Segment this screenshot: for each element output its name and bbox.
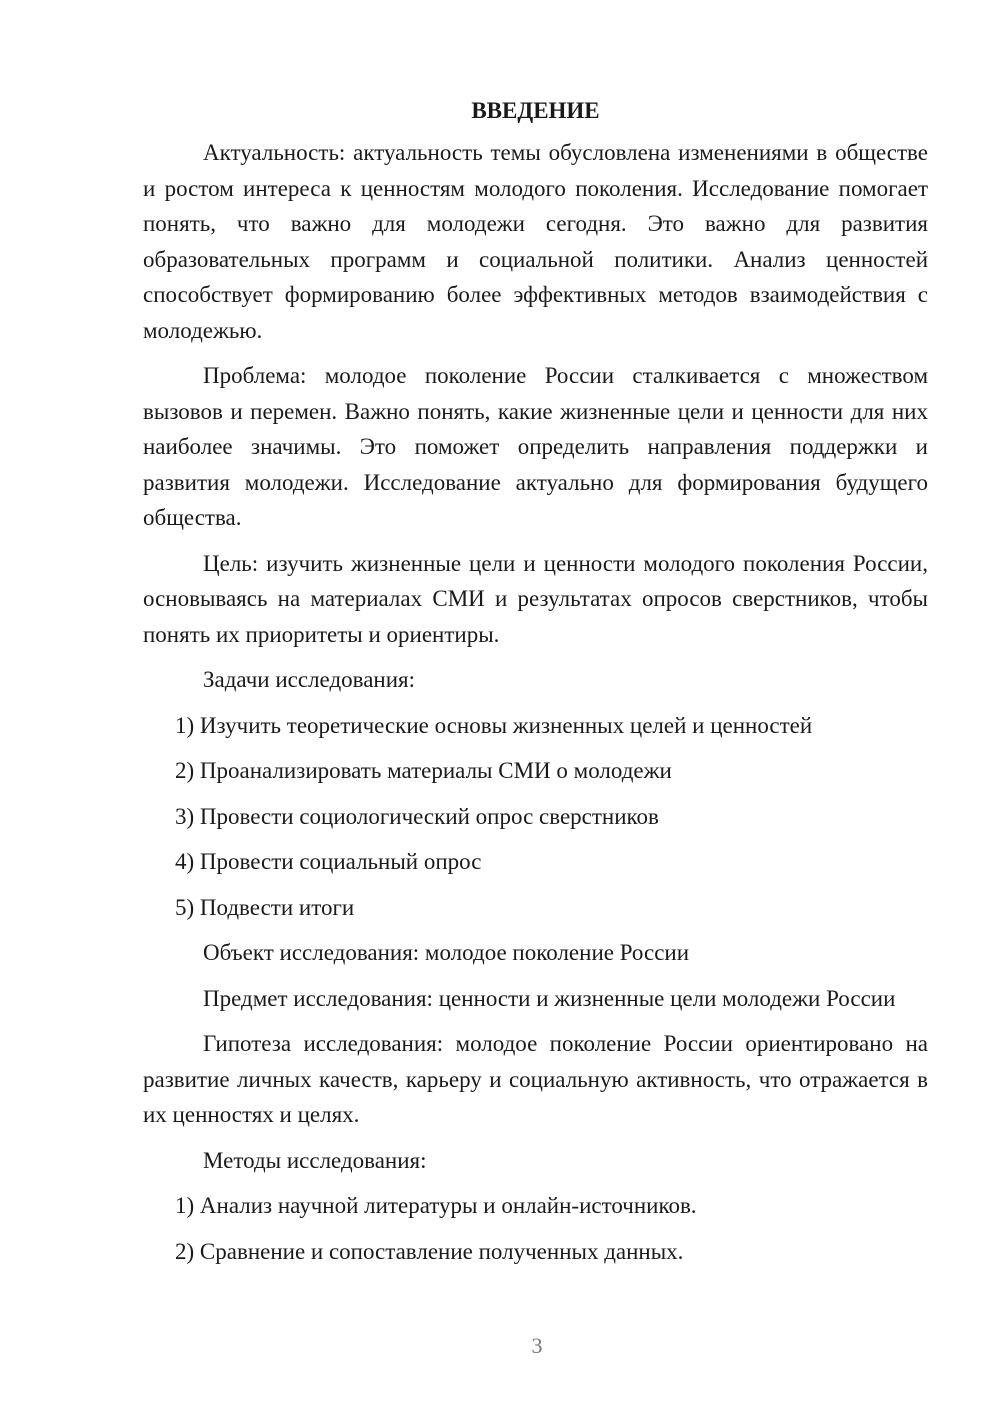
task-item: 4) Провести социальный опрос <box>175 849 482 874</box>
relevance-paragraph: Актуальность: актуальность темы обусловлена изменениями в обществе и ростом интереса к ценностям молодого поколения. Исследование помогает понять, что важно для молодежи сегодня. Это важно для развития образовательных программ и социальной политики. Анализ ценностей способствует формированию более эффективных методов взаимодействия с молодежью. <box>143 140 928 343</box>
goal-paragraph: Цель: изучить жизненные цели и ценности молодого поколения России, основываясь на материалах СМИ и результатах опросов сверстников, чтобы понять их приоритеты и ориентиры. <box>143 550 928 647</box>
object-paragraph: Объект исследования: молодое поколение России <box>203 940 690 965</box>
method-item: 1) Анализ научной литературы и онлайн-источников. <box>175 1193 697 1218</box>
problem-paragraph: Проблема: молодое поколение России сталкивается с множеством вызовов и перемен. Важно понять, какие жизненные цели и ценности для них наиболее значимы. Это поможет определить направления поддержки и развития молодежи. Исследование актуально для формирования будущего общества. <box>143 363 928 530</box>
task-item: 5) Подвести итоги <box>175 894 355 920</box>
methods-heading: Методы исследования: <box>203 1147 427 1173</box>
subject-paragraph: Предмет исследования: ценности и жизненные цели молодежи России <box>203 985 896 1011</box>
task-item: 1) Изучить теоретические основы жизненных целей и ценностей <box>175 712 813 738</box>
tasks-heading: Задачи исследования: <box>203 667 416 692</box>
page-title: ВВЕДЕНИЕ <box>471 98 600 123</box>
task-item: 3) Провести социологический опрос сверстников <box>175 803 659 829</box>
page-content <box>143 96 928 1279</box>
hypothesis-paragraph: Гипотеза исследования: молодое поколение России ориентировано на развитие личных качеств, карьеру и социальную активность, что отражается в их ценностях и целях. <box>143 1031 928 1127</box>
method-item: 2) Сравнение и сопоставление полученных данных. <box>175 1238 684 1264</box>
task-item: 2) Проанализировать материалы СМИ о молодежи <box>175 758 672 783</box>
page-number: 3 <box>531 1333 543 1358</box>
